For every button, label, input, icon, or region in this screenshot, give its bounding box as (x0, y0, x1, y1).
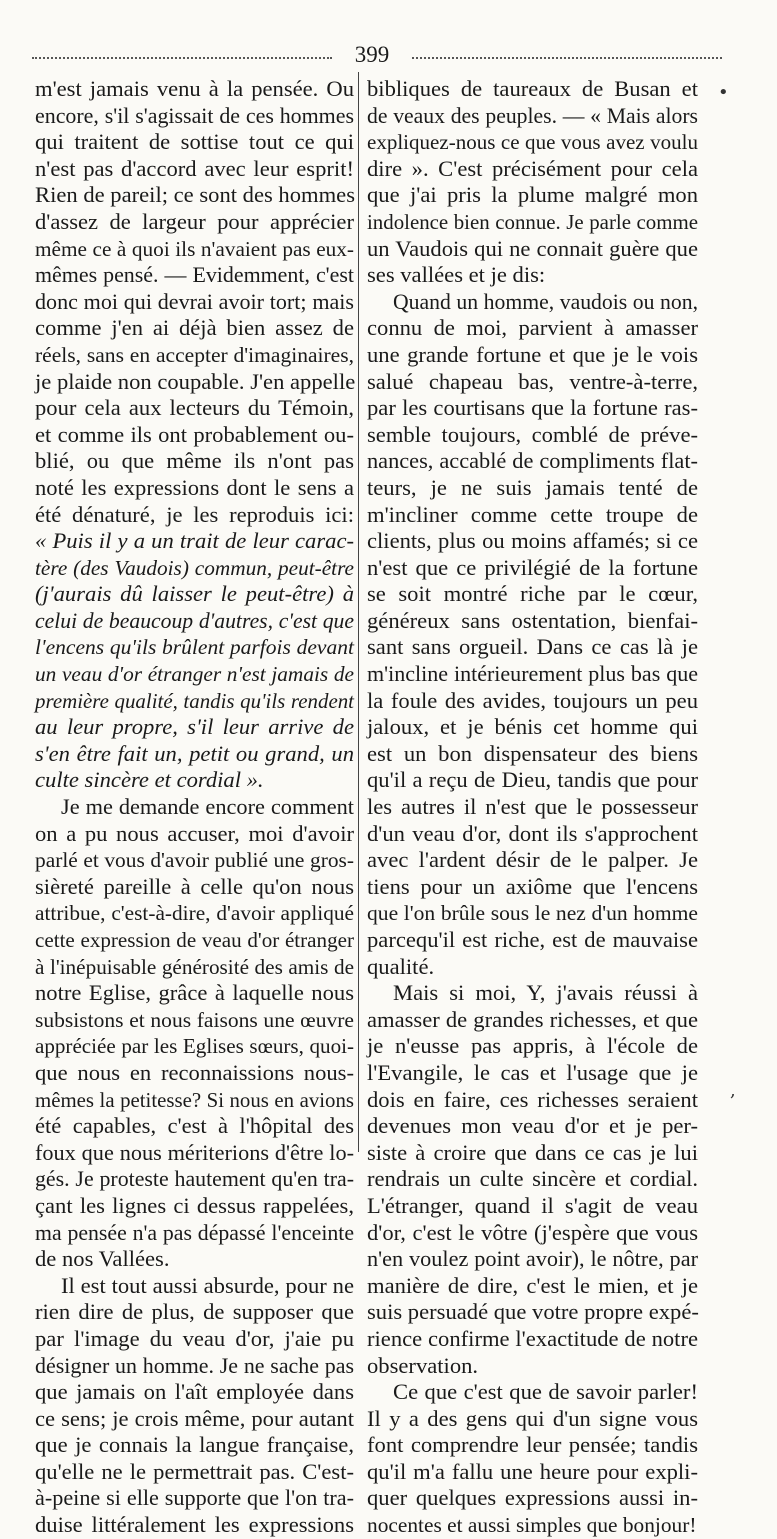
text-line: que nous en reconnaissions nous- (35, 1059, 354, 1085)
text-line: de nos Vallées. (35, 1246, 170, 1272)
text-line: ses vallées et je dis: (367, 262, 546, 288)
text-line: appréciée par les Eglises sœurs, quoi- (35, 1034, 354, 1059)
text-line: je n'eusse pas appris, à l'école de (367, 1033, 698, 1059)
text-line: même ce à quoi ils n'avaient pas eux- (35, 236, 354, 261)
text-line: Rien de pareil; ce sont des hommes (35, 182, 355, 208)
text-line: au leur propre, s'il leur arrive de (35, 714, 354, 740)
text-line: ma pensée n'a pas dépassé l'enceinte (35, 1220, 354, 1245)
margin-mark: , (730, 1080, 736, 1101)
text-line: Il est tout aussi absurde, pour ne (61, 1272, 354, 1298)
text-line: sièreté pareille à celle qu'on nous (35, 873, 354, 899)
text-line: qui traitent de sottise tout ce qui (35, 129, 354, 155)
text-line: qu'elle ne le permettrait pas. C'est- (35, 1458, 354, 1484)
text-line: Quand un homme, vaudois ou non, (393, 289, 698, 314)
text-line: je plaide non coupable. J'en appelle (35, 368, 356, 394)
text-line: qu'il m'a fallu une heure pour expli- (367, 1458, 698, 1484)
text-line: ce sens; je crois même, pour autant (35, 1405, 354, 1431)
text-line: que jamais on l'aît employée dans (35, 1379, 354, 1405)
text-line: culte sincère et cordial ». (35, 767, 264, 793)
page-number: 399 (354, 42, 390, 67)
text-line: rience confirme l'exactitude de notre (367, 1325, 698, 1351)
text-line: se soit montré riche par le cœur, (367, 581, 698, 607)
text-line: connu de moi, parvient à amasser (367, 315, 698, 341)
text-line: généreux sans ostentation, bienfai- (367, 607, 698, 633)
text-line: L'étranger, quand il s'agit de veau (367, 1192, 698, 1218)
text-line: l'Evangile, le cas et l'usage que je (367, 1059, 698, 1085)
text-line: que j'ai pris la plume malgré mon (367, 182, 698, 208)
text-line: nocentes et aussi simples que bonjour! (367, 1513, 697, 1538)
text-line: une grande fortune et que je le vois (367, 341, 698, 367)
text-line: noté les expressions dont le sens a (35, 474, 354, 500)
left-column (35, 76, 354, 1539)
text-line: qu'il a reçu de Dieu, tandis que pour (367, 767, 698, 793)
text-line: foux que nous mériterions d'être lo- (35, 1139, 354, 1165)
text-line: notre Eglise, grâce à laquelle nous (35, 980, 354, 1006)
text-line: été capables, c'est à l'hôpital des (35, 1113, 354, 1139)
text-line: m'est jamais venu à la pensée. Ou (35, 76, 354, 101)
text-line: tère (des Vaudois) commun, peut-être (35, 555, 354, 580)
text-line: teurs, je ne suis jamais tenté de (367, 474, 698, 500)
text-line: comme j'en ai déjà bien assez de (35, 315, 354, 341)
text-line: celui de beaucoup d'autres, c'est que (35, 608, 354, 633)
text-line: un veau d'or étranger n'est jamais de (35, 662, 354, 687)
text-line: avec l'ardent désir de le palper. Je (367, 847, 698, 873)
text-line: été dénaturé, je les reproduis ici: (35, 501, 354, 527)
text-line: cette expression de veau d'or étranger (35, 928, 354, 952)
text-line: on a pu nous accuser, moi d'avoir (35, 820, 354, 846)
text-line: jaloux, et je bénis cet homme qui (367, 714, 698, 740)
text-line: subsistons et nous faisons une œuvre (35, 1007, 354, 1032)
text-line: m'incline intérieurement plus bas que (367, 661, 698, 687)
text-line: d'un veau d'or, dont ils s'approchent (367, 820, 698, 846)
column-divider (358, 72, 359, 1152)
text-line: (j'aurais dû laisser le peut-être) à (35, 581, 354, 607)
text-line: indolence bien connue. Je parle comme (367, 209, 698, 234)
text-line: suis persuadé que votre propre expé- (367, 1299, 699, 1325)
text-line: m'incliner comme cette troupe de (367, 501, 698, 527)
text-line: pour cela aux lecteurs du Témoin, (35, 395, 354, 421)
text-line: gés. Je proteste hautement qu'en tra- (35, 1167, 354, 1192)
text-line: siste à croire que dans ce cas je lui (367, 1139, 698, 1165)
text-line: Ce que c'est que de savoir parler! (393, 1379, 698, 1405)
text-line: font comprendre leur pensée; tandis (367, 1432, 698, 1458)
text-line: tiens pour un axiôme que l'encens (367, 873, 698, 899)
text-line: bibliques de taureaux de Busan et (367, 76, 698, 101)
text-line: qualité. (367, 953, 435, 979)
text-line: n'est pas d'accord avec leur esprit! (35, 155, 354, 181)
text-line: encore, s'il s'agissait de ces hommes (35, 102, 354, 128)
text-line: réels, sans en accepter d'imaginaires, (35, 342, 354, 367)
text-line: expliquez-nous ce que vous avez voulu (367, 130, 698, 155)
text-line: manière de dire, c'est le mien, et je (367, 1272, 698, 1298)
header-rule-left (32, 57, 332, 59)
text-line: s'en être fait un, petit ou grand, un (35, 740, 354, 766)
text-line: sant sans orgueil. Dans ce cas là je (367, 634, 698, 660)
text-line: par l'image du veau d'or, j'aie pu (35, 1325, 354, 1351)
header-rule-right (412, 57, 722, 59)
text-line: n'est que ce privilégié de la fortune (367, 554, 698, 580)
text-line: la foule des avides, toujours un peu (367, 687, 698, 713)
text-line: que je connais la langue française, (35, 1432, 354, 1458)
text-line: dire ». C'est précisément pour cela (367, 155, 698, 181)
text-line: parcequ'il est riche, est de mauvaise (367, 927, 698, 952)
text-line: à-peine si elle supporte que l'on tra- (35, 1485, 354, 1511)
text-line: clients, plus ou moins affamés; si ce (367, 528, 698, 554)
text-line: désigner un homme. Je ne sache pas (35, 1352, 354, 1378)
text-line: d'or, c'est le vôtre (j'espère que vous (367, 1219, 698, 1245)
text-line: quer quelques expressions aussi in- (367, 1485, 698, 1511)
text-line: les autres il n'est que le possesseur (367, 794, 698, 820)
text-line: « Puis il y a un trait de leur carac- (35, 528, 354, 554)
text-line: semble toujours, comblé de préve- (367, 421, 698, 447)
text-line: çant les lignes ci dessus rappelées, (35, 1192, 354, 1218)
text-line: blié, ou que même ils n'ont pas (35, 448, 354, 474)
right-column (367, 76, 698, 1539)
text-line: un Vaudois qui ne connait guère que (367, 235, 698, 261)
text-line: Mais si moi, Y, j'avais réussi à (393, 980, 698, 1006)
text-line: l'encens qu'ils brûlent parfois devant (35, 635, 354, 660)
text-line: observation. (367, 1352, 479, 1378)
text-line: amasser de grandes richesses, et que (367, 1006, 698, 1032)
text-line: et comme ils ont probablement ou- (35, 421, 354, 447)
text-line: Il y a des gens qui d'un signe vous (367, 1405, 698, 1431)
text-line: mêmes pensé. — Evidemment, c'est (35, 262, 354, 288)
text-line: est un bon dispensateur des biens (367, 740, 698, 766)
text-line: mêmes la petitesse? Si nous en avions (35, 1087, 354, 1112)
text-line: première qualité, tandis qu'ils rendent (35, 688, 354, 713)
text-line: d'assez de largeur pour apprécier (35, 208, 354, 234)
margin-mark: • (718, 82, 729, 103)
text-line: Je me demande encore comment (61, 794, 354, 820)
text-line: nances, accablé de compliments flat- (367, 448, 698, 474)
text-line: de veaux des peuples. — « Mais alors (367, 103, 698, 128)
page-header (32, 40, 722, 70)
text-line: devenues mon veau d'or et je per- (367, 1113, 698, 1139)
text-line: attribue, c'est-à-dire, d'avoir appliqué (35, 901, 354, 926)
text-line: que l'on brûle sous le nez d'un homme (367, 901, 698, 926)
text-line: par les courtisans que la fortune ras- (367, 395, 698, 421)
text-line: rendrais un culte sincère et cordial. (367, 1166, 698, 1192)
text-line: dois en faire, ces richesses seraient (367, 1086, 698, 1112)
text-line: n'en voulez point avoir), le nôtre, par (367, 1246, 698, 1272)
text-line: donc moi qui devrai avoir tort; mais (35, 288, 354, 314)
text-line: rien dire de plus, de supposer que (35, 1299, 354, 1325)
text-line: à l'inépuisable générosité des amis de (35, 954, 354, 979)
text-line: salué chapeau bas, ventre-à-terre, (367, 368, 698, 394)
text-line: duise littéralement les expressions (35, 1512, 354, 1538)
text-line: parlé et vous d'avoir publié une gros- (35, 848, 354, 873)
